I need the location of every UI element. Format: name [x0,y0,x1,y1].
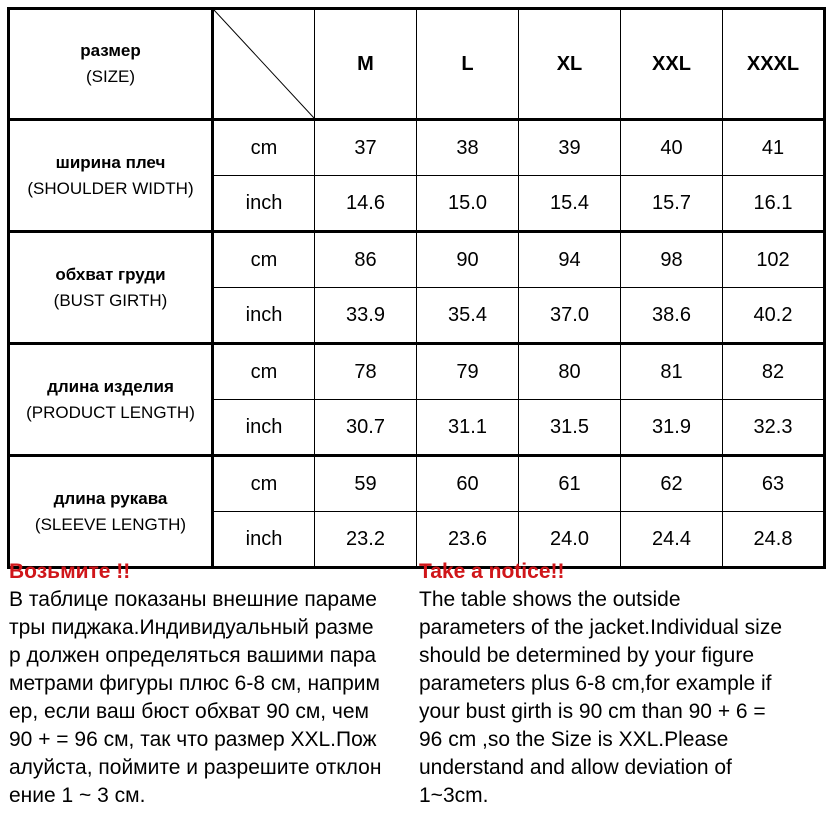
diagonal-line [214,10,314,118]
size-header-xxl: XXL [621,9,723,120]
value-cell: 33.9 [315,288,417,344]
table-row [9,120,825,176]
value-cell: 79 [417,344,519,400]
size-header-xxxl: XXXL [723,9,825,120]
notice-ru-title: Возьмите !! [9,560,131,583]
size-header-m: M [315,9,417,120]
table-row [9,456,825,512]
value-cell: 81 [621,344,723,400]
value-cell: 102 [723,232,825,288]
value-cell: 37.0 [519,288,621,344]
measure-label-en: (BUST GIRTH) [53,290,168,310]
value-cell: 40 [621,120,723,176]
size-label-ru: размер [80,41,141,60]
value-cell: 14.6 [315,176,417,232]
notice-ru [9,558,409,810]
measure-label-en: (SLEEVE LENGTH) [34,514,187,534]
value-cell: 31.5 [519,400,621,456]
notice-en [419,558,819,810]
value-cell: 94 [519,232,621,288]
unit-cell: inch [213,400,315,456]
value-cell: 15.0 [417,176,519,232]
measure-label-ru: длина рукава [53,488,168,508]
value-cell: 30.7 [315,400,417,456]
size-chart-table [7,7,826,569]
value-cell: 32.3 [723,400,825,456]
value-cell: 24.8 [723,512,825,568]
measure-label-en: (SHOULDER WIDTH) [27,178,194,198]
unit-cell: inch [213,512,315,568]
value-cell: 63 [723,456,825,512]
unit-cell: inch [213,176,315,232]
measure-label-en: (PRODUCT LENGTH) [26,402,195,422]
value-cell: 37 [315,120,417,176]
value-cell: 41 [723,120,825,176]
value-cell: 59 [315,456,417,512]
value-cell: 86 [315,232,417,288]
value-cell: 31.9 [621,400,723,456]
measure-label-bust [9,232,213,344]
notice-section [9,558,823,820]
value-cell: 15.7 [621,176,723,232]
value-cell: 24.0 [519,512,621,568]
value-cell: 31.1 [417,400,519,456]
measure-label-ru: обхват груди [55,264,166,284]
measure-label-sleeve [9,456,213,568]
unit-cell: cm [213,344,315,400]
value-cell: 24.4 [621,512,723,568]
notice-en-title: Take a notice!! [419,560,565,583]
value-cell: 90 [417,232,519,288]
value-cell: 82 [723,344,825,400]
size-label-cell [9,9,213,120]
value-cell: 23.2 [315,512,417,568]
notice-ru-body: В таблице показаны внешние параме тры пиджака.Индивидуальный разме р должен определяться вашими пара метрами фигуры плюс 6-8 см, наприм ер, если ваш бюст обхват 90 см, чем 90 + = 96 см, так что размер XXL.Пож алуйста, поймите и разрешите отклон ение 1 ~ 3 см. [9,588,382,807]
table-row [9,344,825,400]
measure-label-length [9,344,213,456]
unit-cell: cm [213,456,315,512]
notice-en-body: The table shows the outside parameters of the jacket.Individual size should be determined by your figure parameters plus 6-8 cm,for example if your bust girth is 90 cm than 90 + 6 = 96 cm ,so the Size is XXL.Please understand and allow deviation of 1~3cm. [419,588,783,807]
measure-label-ru: ширина плеч [55,152,166,172]
value-cell: 39 [519,120,621,176]
size-header-l: L [417,9,519,120]
size-label-en: (SIZE) [85,67,136,86]
measure-label-ru: длина изделия [47,376,174,396]
value-cell: 78 [315,344,417,400]
value-cell: 98 [621,232,723,288]
unit-cell: cm [213,120,315,176]
value-cell: 38 [417,120,519,176]
value-cell: 61 [519,456,621,512]
value-cell: 60 [417,456,519,512]
unit-cell: inch [213,288,315,344]
value-cell: 40.2 [723,288,825,344]
size-header-xl: XL [519,9,621,120]
unit-cell: cm [213,232,315,288]
header-row [9,9,825,120]
value-cell: 38.6 [621,288,723,344]
diagonal-corner-cell [213,9,315,120]
measure-label-shoulder [9,120,213,232]
value-cell: 16.1 [723,176,825,232]
value-cell: 15.4 [519,176,621,232]
value-cell: 80 [519,344,621,400]
value-cell: 35.4 [417,288,519,344]
value-cell: 23.6 [417,512,519,568]
table-row [9,232,825,288]
value-cell: 62 [621,456,723,512]
